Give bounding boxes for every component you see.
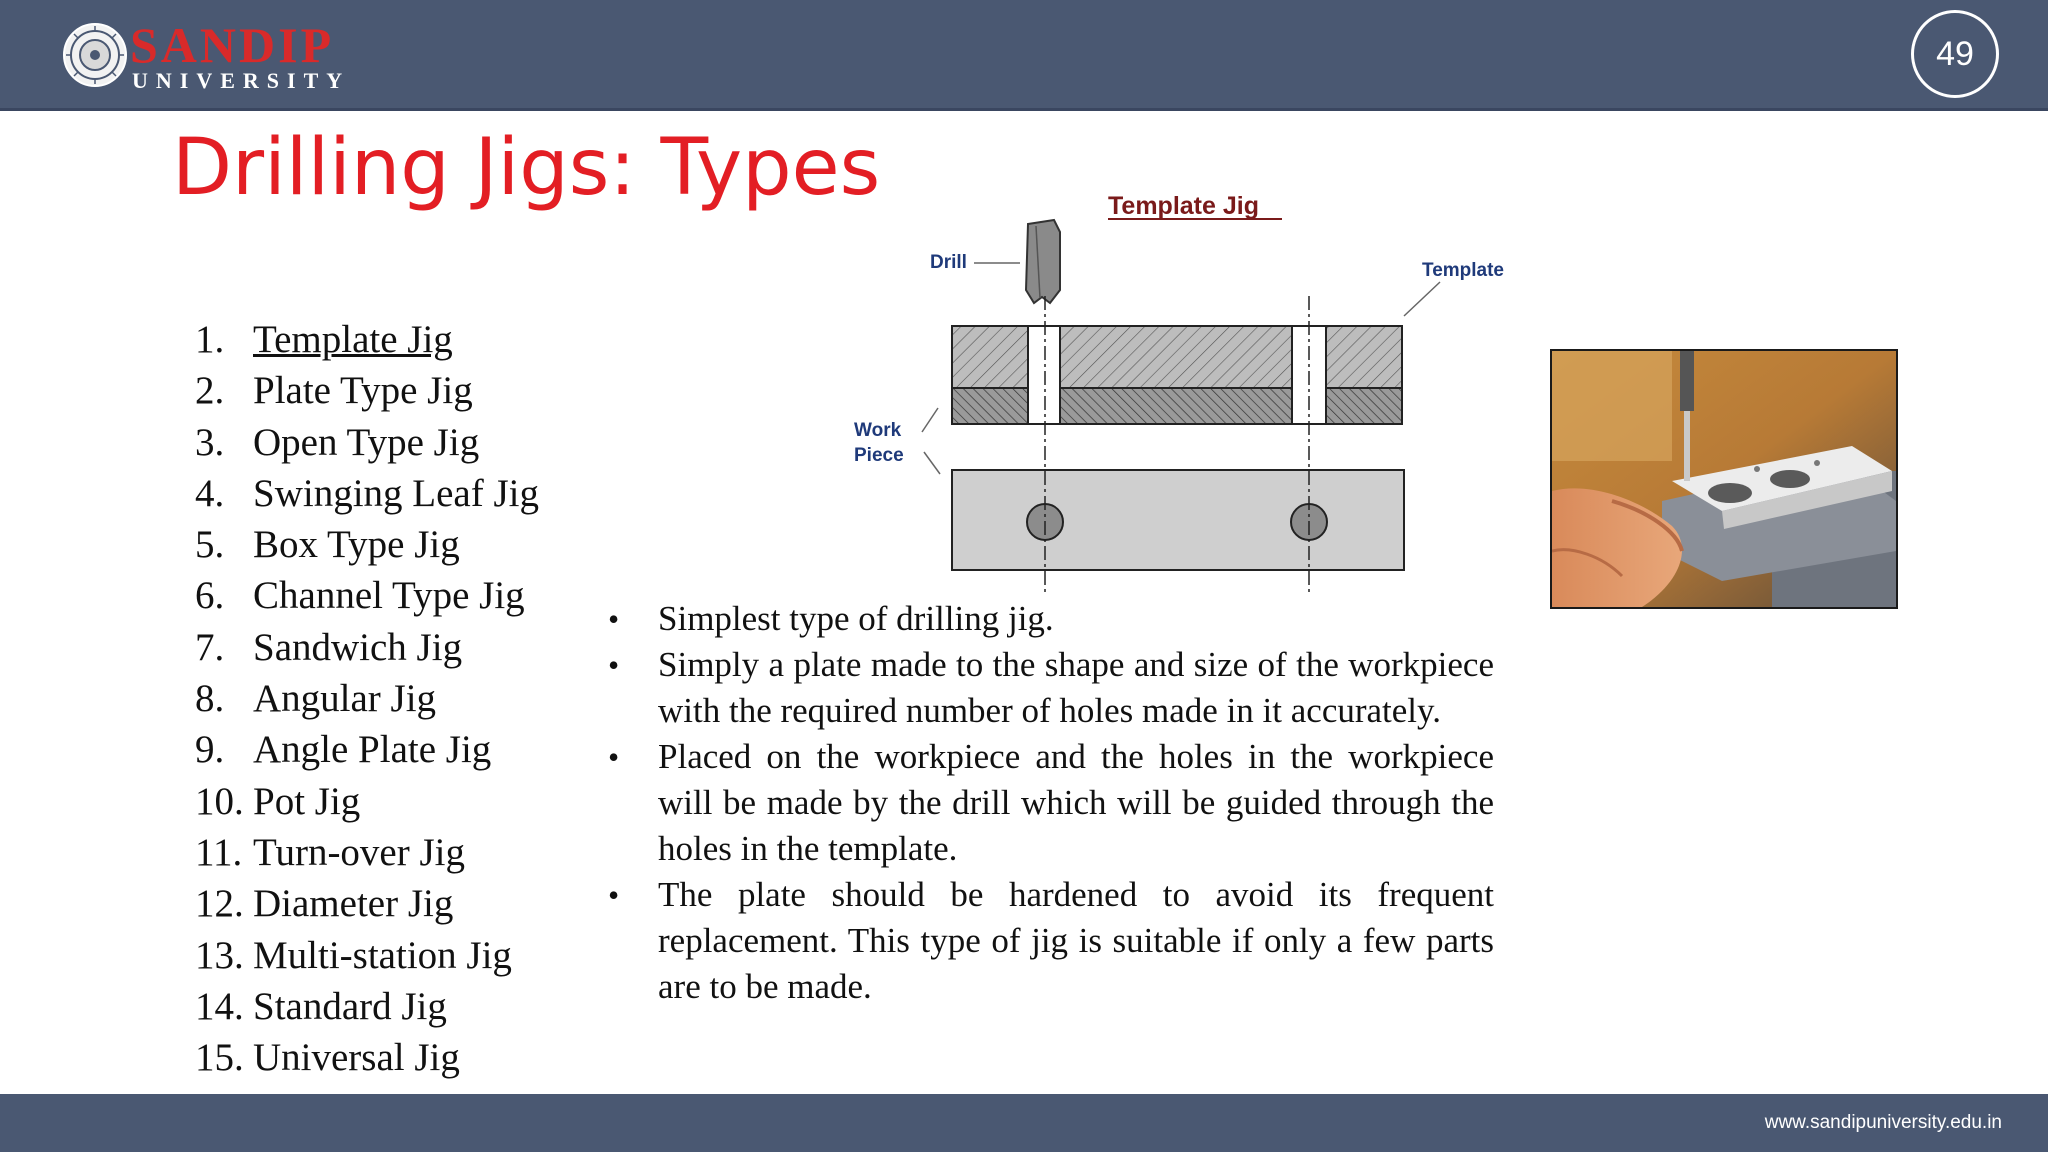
workpiece-label-1: Work bbox=[854, 420, 902, 441]
list-label: Angular Jig bbox=[253, 677, 437, 721]
description-bullets bbox=[604, 596, 1494, 1010]
list-item bbox=[195, 314, 539, 365]
list-item bbox=[195, 1032, 539, 1083]
list-label: Box Type Jig bbox=[253, 523, 460, 567]
list-label: Diameter Jig bbox=[253, 882, 454, 926]
list-number: 4. bbox=[195, 471, 225, 515]
list-number: 1. bbox=[195, 318, 225, 361]
list-number: 7. bbox=[195, 625, 225, 669]
list-item bbox=[195, 827, 539, 878]
list-label: Angle Plate Jig bbox=[253, 728, 492, 772]
page-number-badge: 49 bbox=[1911, 10, 1999, 98]
jig-types-list bbox=[195, 314, 539, 1083]
logo-subtitle: UNIVERSITY bbox=[132, 68, 351, 93]
workpiece-leader-1 bbox=[922, 408, 938, 432]
list-number: 10. bbox=[195, 779, 244, 823]
list-number: 15. bbox=[195, 1036, 244, 1080]
list-number: 9. bbox=[195, 728, 225, 772]
drilling-photo bbox=[1550, 349, 1898, 609]
list-item bbox=[195, 878, 539, 929]
workpiece bbox=[952, 470, 1404, 570]
list-label: Sandwich Jig bbox=[253, 625, 463, 669]
template-label: Template bbox=[1422, 260, 1505, 281]
list-number: 6. bbox=[195, 574, 225, 618]
list-item bbox=[195, 930, 539, 981]
list-label: Plate Type Jig bbox=[253, 369, 473, 413]
list-item bbox=[195, 468, 539, 519]
list-item bbox=[195, 570, 539, 621]
drilling-photo-image bbox=[1552, 351, 1896, 607]
list-item bbox=[195, 365, 539, 416]
drill-label: Drill bbox=[930, 252, 967, 273]
list-number: 8. bbox=[195, 677, 225, 721]
footer-url: www.sandipuniversity.edu.in bbox=[1764, 1112, 2002, 1133]
list-label: Template Jig bbox=[253, 318, 453, 361]
list-label: Swinging Leaf Jig bbox=[253, 471, 539, 515]
template-assembly bbox=[952, 326, 1402, 424]
list-label: Pot Jig bbox=[253, 779, 361, 823]
workpiece-leader-2 bbox=[924, 452, 940, 474]
list-item bbox=[195, 519, 539, 570]
logo-name: SANDIP bbox=[130, 17, 335, 73]
bullet-item: • The plate should be hardened to avoid its frequent replacement. This type of jig is suitable if only a few parts are to be made. bbox=[604, 872, 1494, 1010]
bullet-item: • Simply a plate made to the shape and size of the workpiece with the required number of holes made in it accurately. bbox=[604, 642, 1494, 734]
slide-title: Drilling Jigs: Types bbox=[172, 123, 881, 213]
template-jig-diagram bbox=[840, 180, 1540, 600]
list-item bbox=[195, 981, 539, 1032]
list-number: 2. bbox=[195, 369, 225, 413]
list-number: 12. bbox=[195, 882, 244, 926]
list-number: 13. bbox=[195, 933, 244, 977]
list-number: 11. bbox=[195, 830, 243, 874]
list-item bbox=[195, 776, 539, 827]
list-number: 5. bbox=[195, 523, 225, 567]
list-label: Universal Jig bbox=[253, 1036, 460, 1080]
list-item bbox=[195, 724, 539, 775]
seal-icon bbox=[62, 22, 128, 88]
list-item bbox=[195, 417, 539, 468]
bullet-item: • Simplest type of drilling jig. bbox=[604, 596, 1494, 642]
list-item bbox=[195, 622, 539, 673]
list-item bbox=[195, 673, 539, 724]
footer-bar bbox=[0, 1094, 2048, 1152]
bullet-item: • Placed on the workpiece and the holes in the workpiece will be made by the drill which will be guided through the holes in the template. bbox=[604, 734, 1494, 872]
list-label: Standard Jig bbox=[253, 984, 447, 1028]
list-number: 3. bbox=[195, 420, 225, 464]
list-label: Open Type Jig bbox=[253, 420, 480, 464]
list-label: Multi-station Jig bbox=[253, 933, 512, 977]
template-leader bbox=[1404, 282, 1440, 316]
university-logo bbox=[62, 18, 362, 94]
header-bar bbox=[0, 0, 2048, 111]
drill-bit-icon bbox=[1026, 220, 1060, 303]
workpiece-label-2: Piece bbox=[854, 445, 904, 466]
list-number: 14. bbox=[195, 984, 244, 1028]
diagram-title: Template Jig bbox=[1108, 192, 1259, 220]
list-label: Channel Type Jig bbox=[253, 574, 525, 618]
list-label: Turn-over Jig bbox=[253, 830, 465, 874]
